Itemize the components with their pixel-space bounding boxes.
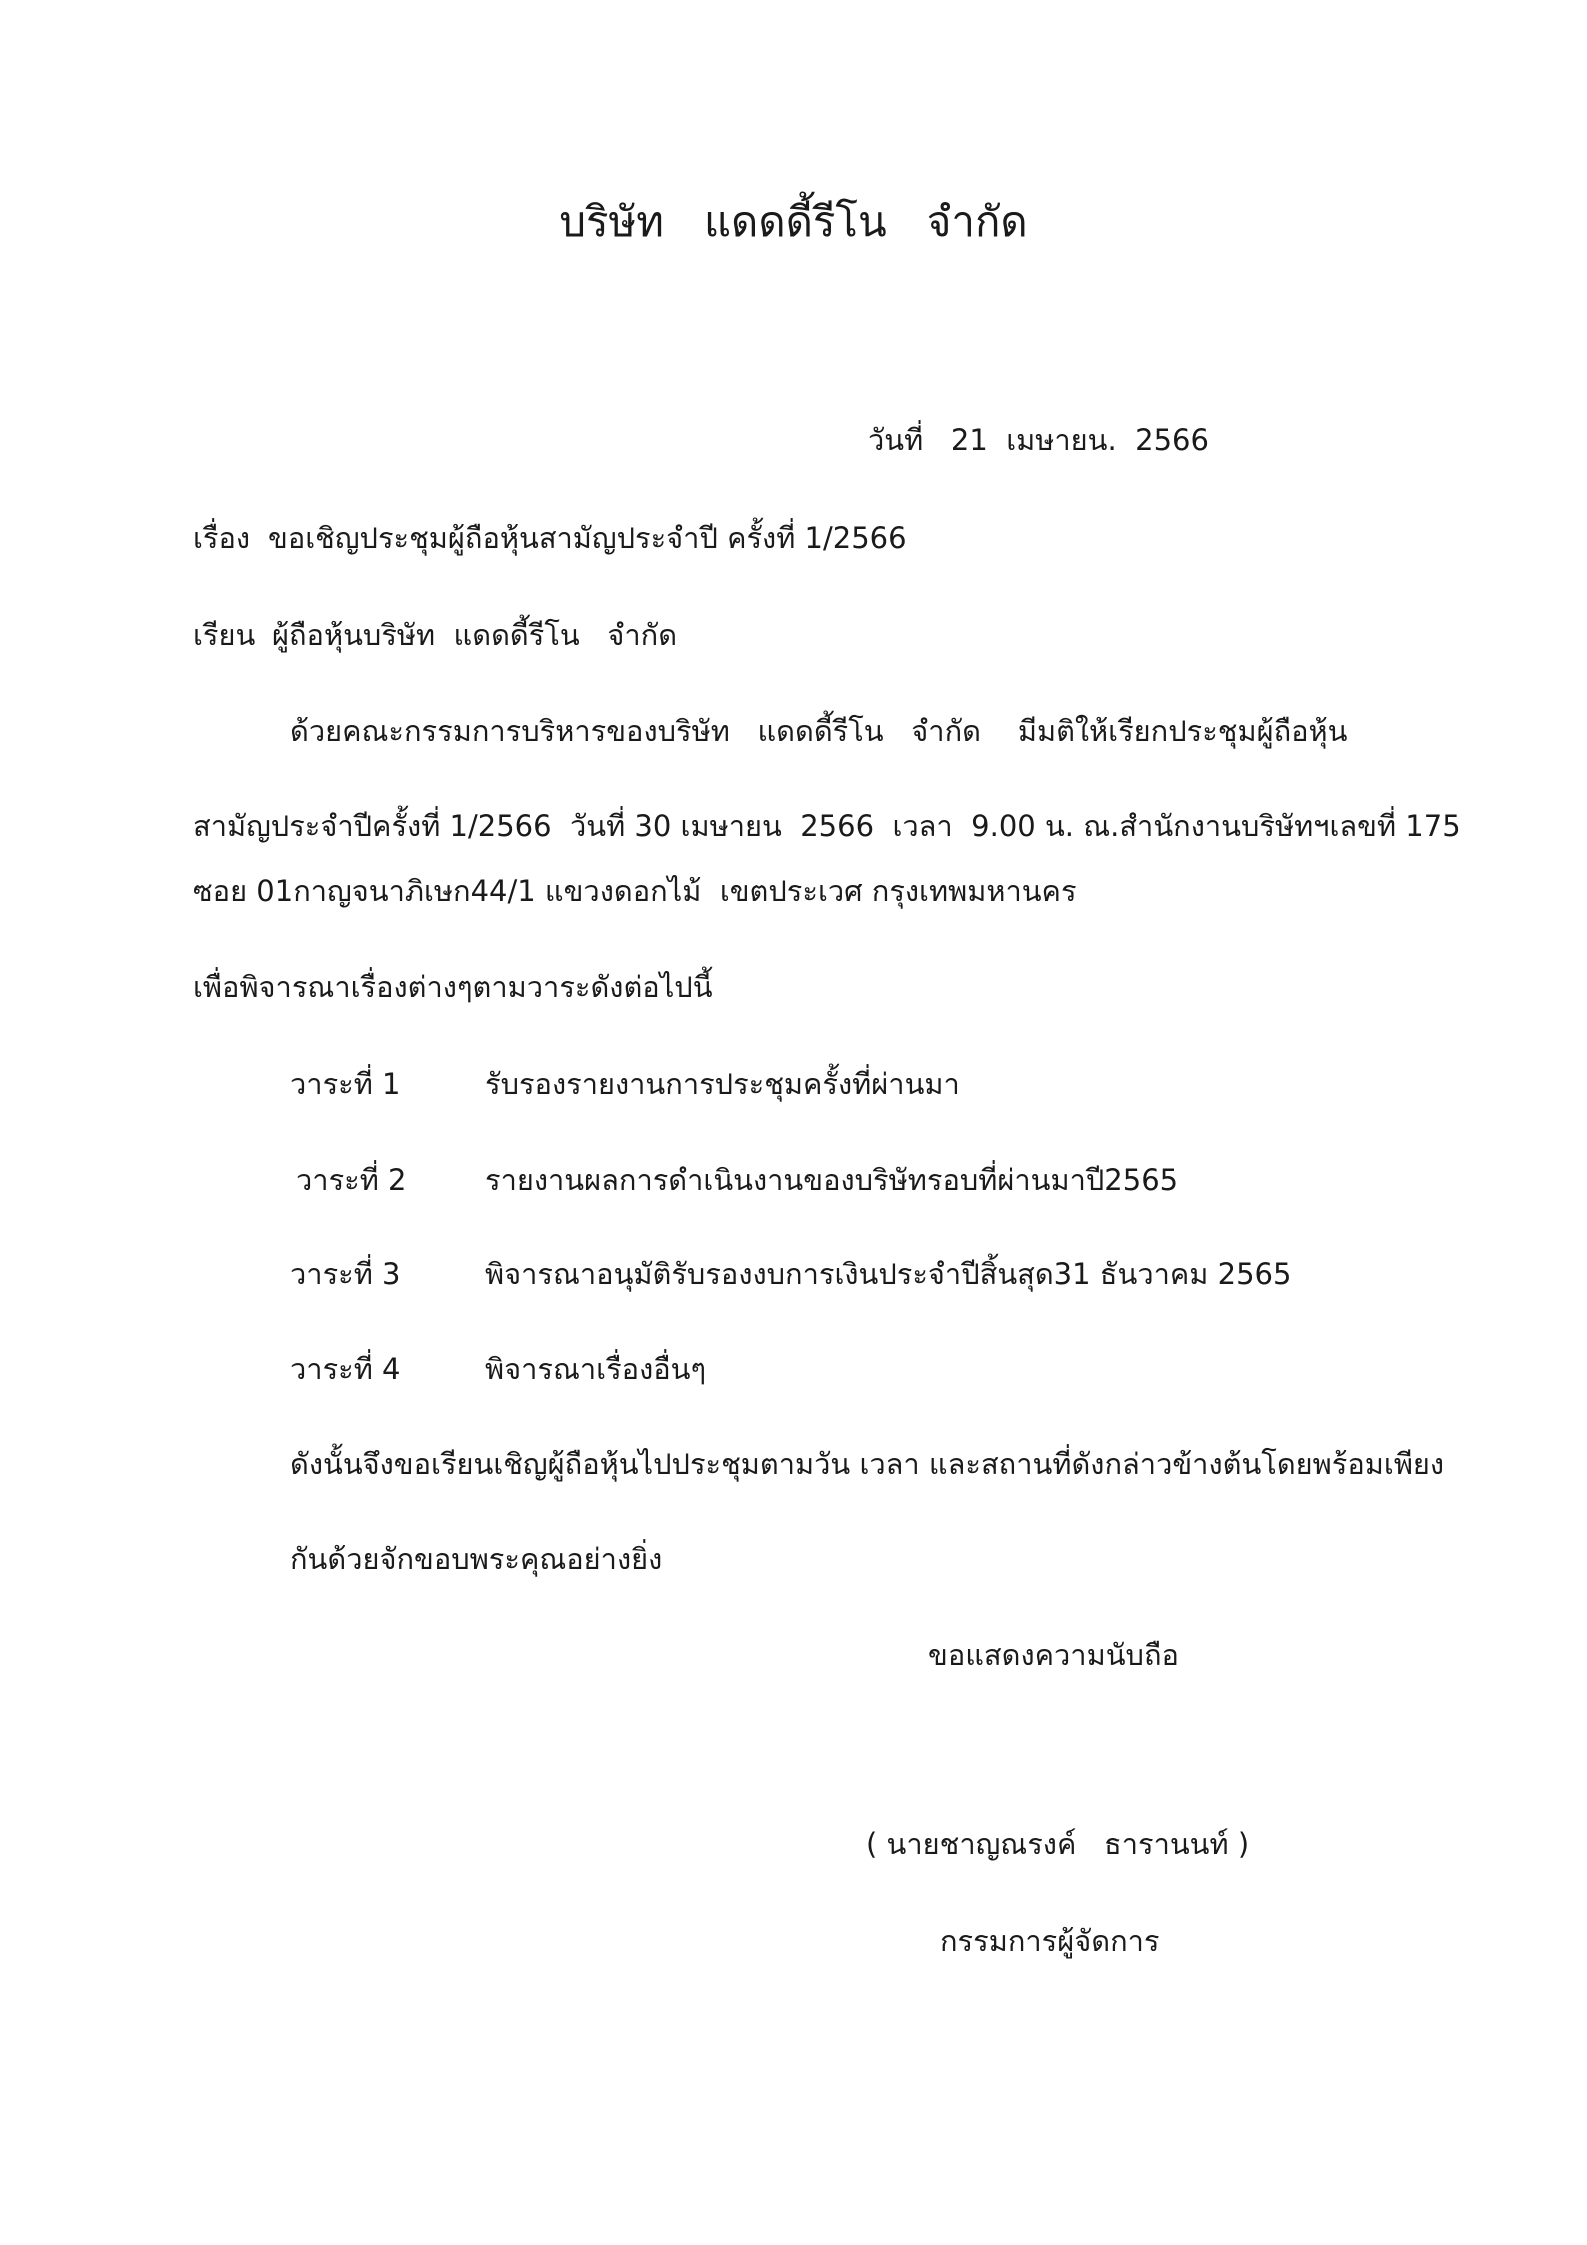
agenda-item-label: วาระที่ 1 bbox=[290, 1067, 401, 1101]
company-title: บริษัท แดดดี้รีโน จำกัด bbox=[559, 197, 1028, 246]
agenda-item-label: วาระที่ 4 bbox=[290, 1352, 401, 1386]
subject-label: เรื่อง bbox=[193, 521, 251, 555]
agenda-item-text: รายงานผลการดำเนินงานของบริษัทรอบที่ผ่านมาปี2565 bbox=[485, 1163, 1179, 1197]
letter-date: วันที่ 21 เมษายน. 2566 bbox=[868, 423, 1209, 457]
signatory-position: กรรมการผู้จัดการ bbox=[940, 1924, 1160, 1958]
body-paragraph-line-2: สามัญประจำปีครั้งที่ 1/2566 วันที่ 30 เมษายน 2566 เวลา 9.00 น. ณ.สำนักงานบริษัทฯเลขที่ 175 bbox=[193, 809, 1461, 843]
agenda-intro: เพื่อพิจารณาเรื่องต่างๆตามวาระดังต่อไปนี้ bbox=[193, 970, 713, 1004]
closing-line-2: กันด้วยจักขอบพระคุณอย่างยิ่ง bbox=[290, 1542, 663, 1576]
body-paragraph-line-3: ซอย 01กาญจนาภิเษก44/1 แขวงดอกไม้ เขตประเวศ กรุงเทพมหานคร bbox=[193, 874, 1077, 908]
subject-text: ขอเชิญประชุมผู้ถือหุ้นสามัญประจำปี ครั้งที่ 1/2566 bbox=[268, 521, 907, 555]
signatory-name: ( นายชาญณรงค์ ธารานนท์ ) bbox=[866, 1827, 1250, 1861]
agenda-item-text: พิจารณาเรื่องอื่นๆ bbox=[485, 1352, 707, 1386]
agenda-item-label: วาระที่ 2 bbox=[296, 1163, 407, 1197]
agenda-item-text: รับรองรายงานการประชุมครั้งที่ผ่านมา bbox=[485, 1067, 960, 1101]
salutation-label: เรียน bbox=[193, 618, 256, 652]
salutation-text: ผู้ถือหุ้นบริษัท แดดดี้รีโน จำกัด bbox=[272, 618, 678, 652]
closing-line-1: ดังนั้นจึงขอเรียนเชิญผู้ถือหุ้นไปประชุมตามวัน เวลา และสถานที่ดังกล่าวข้างต้นโดยพร้อมเพียง bbox=[290, 1447, 1445, 1481]
agenda-item-text: พิจารณาอนุมัติรับรองงบการเงินประจำปีสิ้นสุด31 ธันวาคม 2565 bbox=[485, 1257, 1292, 1291]
body-paragraph-line-1: ด้วยคณะกรรมการบริหารของบริษัท แดดดี้รีโน จำกัด มีมติให้เรียกประชุมผู้ถือหุ้น bbox=[290, 714, 1348, 748]
agenda-item-label: วาระที่ 3 bbox=[290, 1257, 401, 1291]
regards-text: ขอแสดงความนับถือ bbox=[928, 1638, 1179, 1672]
